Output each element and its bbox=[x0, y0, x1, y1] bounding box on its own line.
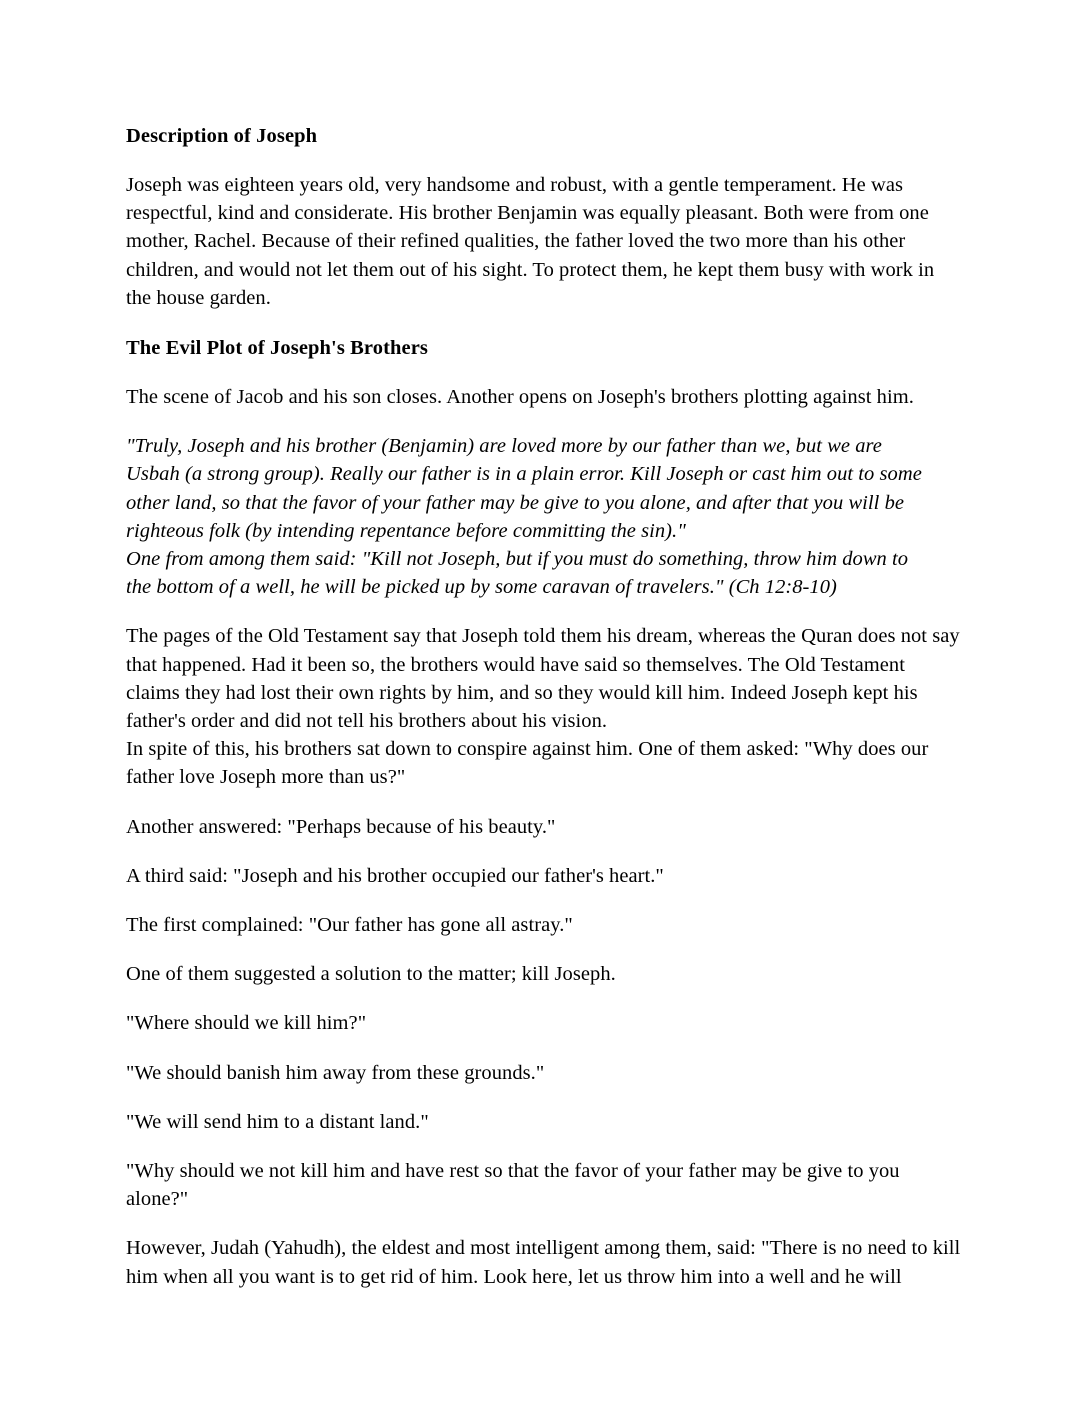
paragraph-judah-yahudh: However, Judah (Yahudh), the eldest and most intelligent among them, said: "There is no need to kill him when all you want is to get rid of him. Look here, let us throw him into a well and he will bbox=[126, 1237, 961, 1288]
paragraph-brothers-conspire: In spite of this, his brothers sat down to conspire against him. One of them asked: "Why does our father love Joseph more than us?" bbox=[126, 738, 929, 789]
quote-quran-12-8-10 bbox=[126, 432, 962, 601]
quote-line: righteous folk (by intending repentance before committing the sin)." bbox=[126, 519, 686, 542]
quote-line: One from among them said: "Kill not Joseph, but if you must do something, throw him down to bbox=[126, 548, 909, 571]
paragraph-first-complained: The first complained: "Our father has gone all astray." bbox=[126, 914, 573, 937]
paragraph-distant-land: "We will send him to a distant land." bbox=[126, 1110, 429, 1133]
quote-line: Usbah (a strong group). Really our father is in a plain error. Kill Joseph or cast him out to some bbox=[126, 463, 922, 486]
paragraph-scene-transition: The scene of Jacob and his son closes. Another opens on Joseph's brothers plotting against him. bbox=[126, 386, 914, 409]
quote-line: other land, so that the favor of your father may be give to you alone, and after that you will be bbox=[126, 491, 905, 514]
paragraph-old-testament-comparison: The pages of the Old Testament say that Joseph told them his dream, whereas the Quran does not say that happened. Had it been so, the brothers would have said so themselves. The Old Testament claims they had lost their own rights by him, and so they would kill him. Indeed Joseph kept his father's order and did not tell his brothers about his vision. bbox=[126, 625, 960, 733]
paragraph-third-said: A third said: "Joseph and his brother occupied our father's heart." bbox=[126, 864, 664, 887]
heading-description-of-joseph: Description of Joseph bbox=[126, 125, 318, 147]
paragraph-another-answered: Another answered: "Perhaps because of his beauty." bbox=[126, 815, 556, 838]
paragraph-banish-him: "We should banish him away from these grounds." bbox=[126, 1061, 545, 1084]
quote-line: the bottom of a well, he will be picked up by some caravan of travelers." (Ch 12:8-10) bbox=[126, 576, 837, 599]
document-body bbox=[126, 122, 962, 1312]
paragraph-where-kill-him: "Where should we kill him?" bbox=[126, 1012, 367, 1035]
paragraph-solution-suggested: One of them suggested a solution to the matter; kill Joseph. bbox=[126, 963, 616, 986]
paragraph-why-not-kill: "Why should we not kill him and have rest so that the favor of your father may be give to you alone?" bbox=[126, 1160, 900, 1211]
heading-evil-plot: The Evil Plot of Joseph's Brothers bbox=[126, 337, 428, 360]
quote-line: "Truly, Joseph and his brother (Benjamin) are loved more by our father than we, but we are bbox=[126, 435, 882, 458]
paragraph-joseph-description: Joseph was eighteen years old, very handsome and robust, with a gentle temperament. He was respectful, kind and considerate. His brother Benjamin was equally pleasant. Both were from one mother, Rachel. Because of their refined qualities, the father loved the two more than his other children, and would not let them out of his sight. To protect them, he kept them busy with work in the house garden. bbox=[126, 174, 935, 309]
